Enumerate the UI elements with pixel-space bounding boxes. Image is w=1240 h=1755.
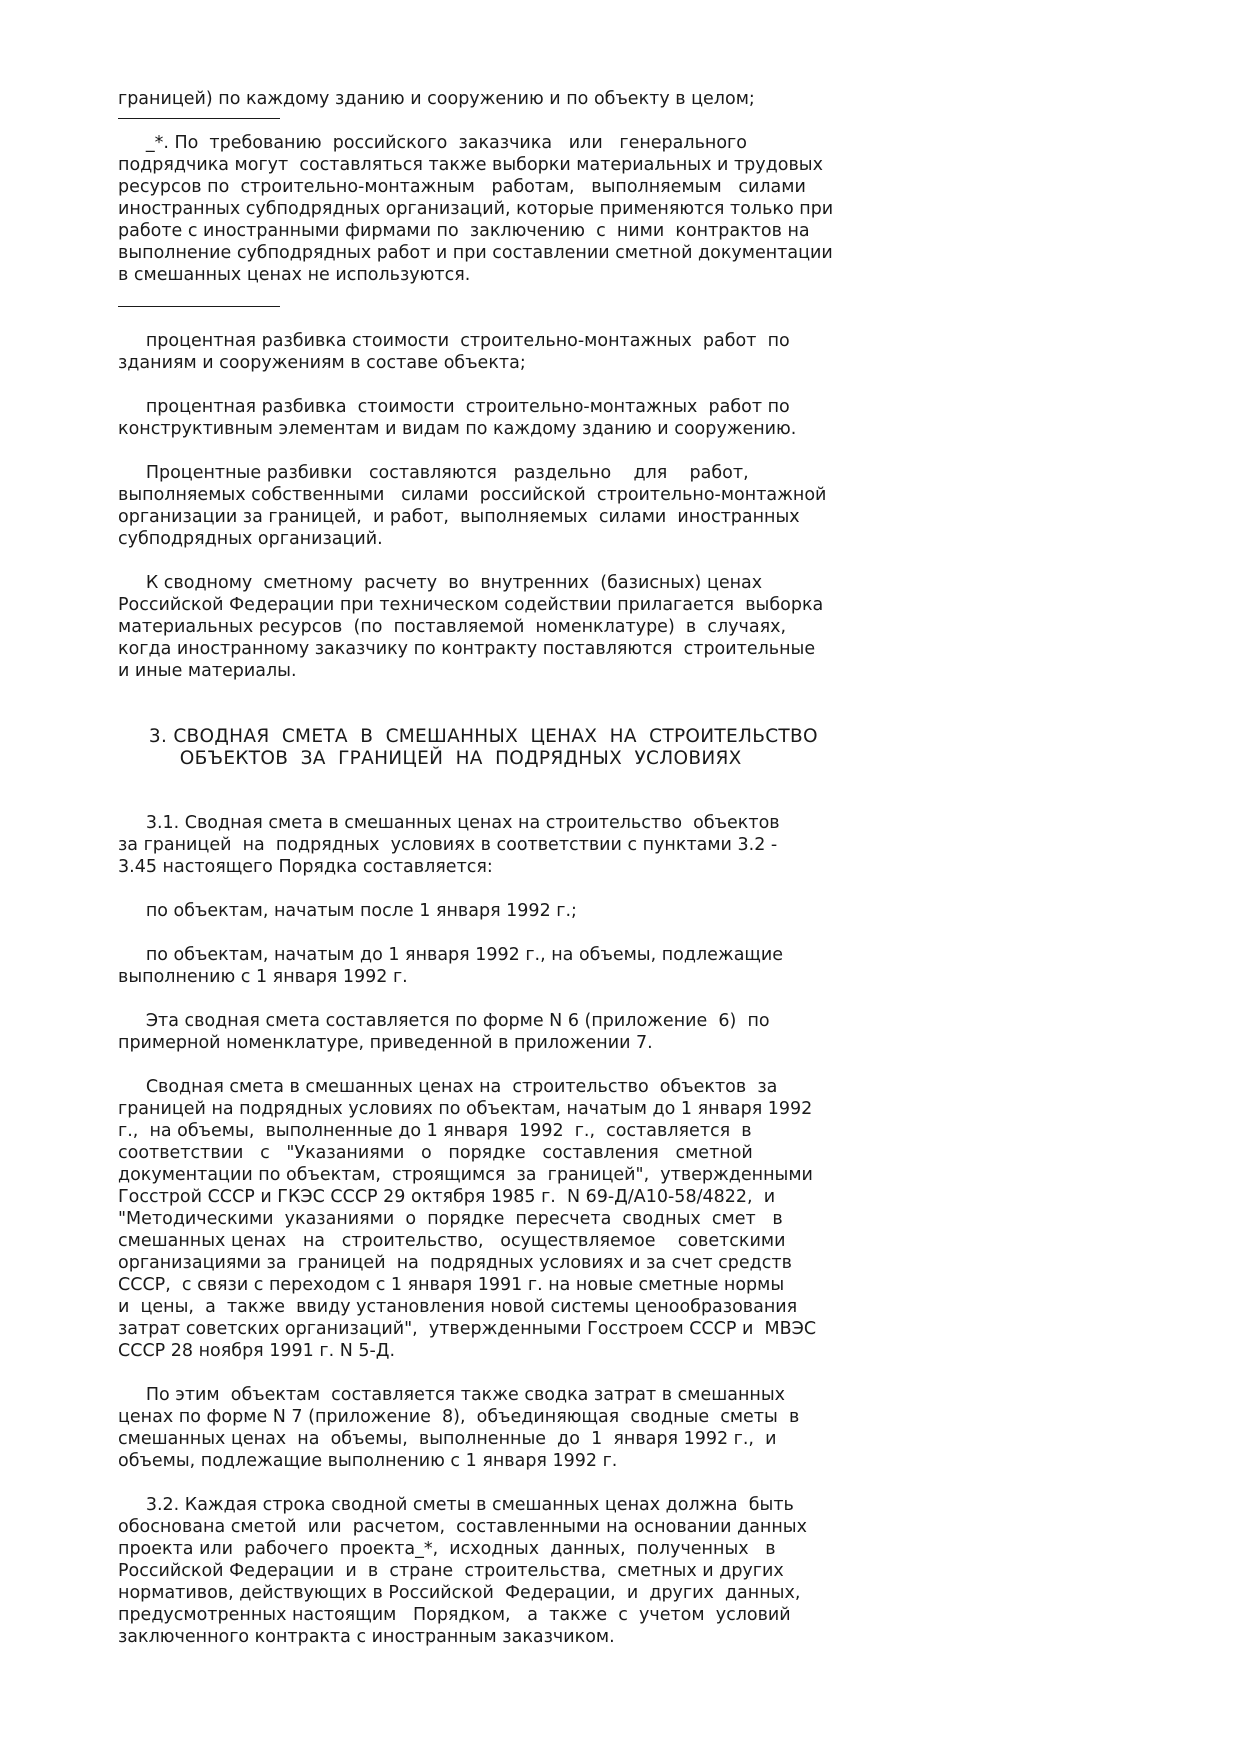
paragraph-percent-breakdowns-separate: Процентные разбивки составляются раздельно для работ, выполняемых собственными силами российской строительно-монтажной организации за границей, и работ, выполняемых силами иностранных субподрядных организаций.: [118, 463, 827, 549]
paragraph-3-2: 3.2. Каждая строка сводной сметы в смешанных ценах должна быть обоснована сметой или расчетом, составленными на основании данных проекта или рабочего проекта_*, исходных данных, полученных в Российской Федерации и в стране строительства, сметных и других нормативов, действующих в Российской Федерации, и других данных, предусмотренных настоящим Порядком, а также с учетом условий заключенного контракта с иностранным заказчиком.: [118, 1495, 807, 1647]
footnote-rule-top: [118, 118, 280, 119]
paragraph-3-1: 3.1. Сводная смета в смешанных ценах на строительство объектов за границей на подрядных условиях в соответствии с пунктами 3.2 - 3.45 настоящего Порядка составляется:: [118, 813, 780, 877]
top-line: границей) по каждому зданию и сооружению и по объекту в целом;: [118, 89, 755, 109]
paragraph-form-7: По этим объектам составляется также сводка затрат в смешанных ценах по форме N 7 (приложение 8), объединяющая сводные сметы в смешанных ценах на объемы, выполненные до 1 января 1992 г., и объемы, подлежащие выполнению с 1 января 1992 г.: [118, 1385, 800, 1471]
paragraph-form-6: Эта сводная смета составляется по форме N 6 (приложение 6) по примерной номенклатуре, приведенной в приложении 7.: [118, 1011, 770, 1053]
paragraph-objects-before-1992: по объектам, начатым до 1 января 1992 г., на объемы, подлежащие выполнению с 1 января 1992 г.: [118, 945, 784, 987]
footnote-rule-bottom: [118, 306, 280, 307]
section-heading: 3. СВОДНАЯ СМЕТА В СМЕШАННЫХ ЦЕНАХ НА СТРОИТЕЛЬСТВО ОБЪЕКТОВ ЗА ГРАНИЦЕЙ НА ПОДРЯДНЫХ УСЛОВИЯХ: [148, 726, 818, 769]
paragraph-mixed-prices-estimate: Сводная смета в смешанных ценах на строительство объектов за границей на подрядных условиях по объектам, начатым до 1 января 1992 г., на объемы, выполненные до 1 января 1992 г., составляется в соответствии с "Указаниями о порядке составления сметной документации по объектам, строящимся за границей", утвержденными Госстрой СССР и ГКЭС СССР 29 октября 1985 г. N 69-Д/А10-58/4822, и "Методическими указаниями о порядке пересчета сводных смет в смешанных ценах на строительство, осуществляемое советскими организациями за границей на подрядных условиях и за счет средств СССР, с связи с переходом с 1 января 1991 г. на новые сметные нормы и цены, а также ввиду установления новой системы ценообразования затрат советских организаций", утвержденными Госстроем СССР и МВЭС СССР 28 ноября 1991 г. N 5-Д.: [118, 1077, 817, 1361]
footnote-text: _*. По требованию российского заказчика или генерального подрядчика могут составляться также выборки материальных и трудовых ресурсов по строительно-монтажным работам, выполняемым силами иностранных субподрядных организаций, которые применяются только при работе с иностранными фирмами по заключению с ними контрактов на выполнение субподрядных работ и при составлении сметной документации в смешанных ценах не используются.: [118, 133, 834, 285]
paragraph-summary-estimate-sampling: К сводному сметному расчету во внутренних (базисных) ценах Российской Федерации при техническом содействии прилагается выборка материальных ресурсов (по поставляемой номенклатуре) в случаях, когда иностранному заказчику по контракту поставляются строительные и иные материалы.: [118, 573, 824, 681]
paragraph-objects-after-1992: по объектам, начатым после 1 января 1992 г.;: [118, 901, 577, 921]
paragraph-percent-breakdown-elements: процентная разбивка стоимости строительно-монтажных работ по конструктивным элементам и видам по каждому зданию и сооружению.: [118, 397, 797, 439]
paragraph-percent-breakdown-buildings: процентная разбивка стоимости строительно-монтажных работ по зданиям и сооружениям в составе объекта;: [118, 331, 790, 373]
